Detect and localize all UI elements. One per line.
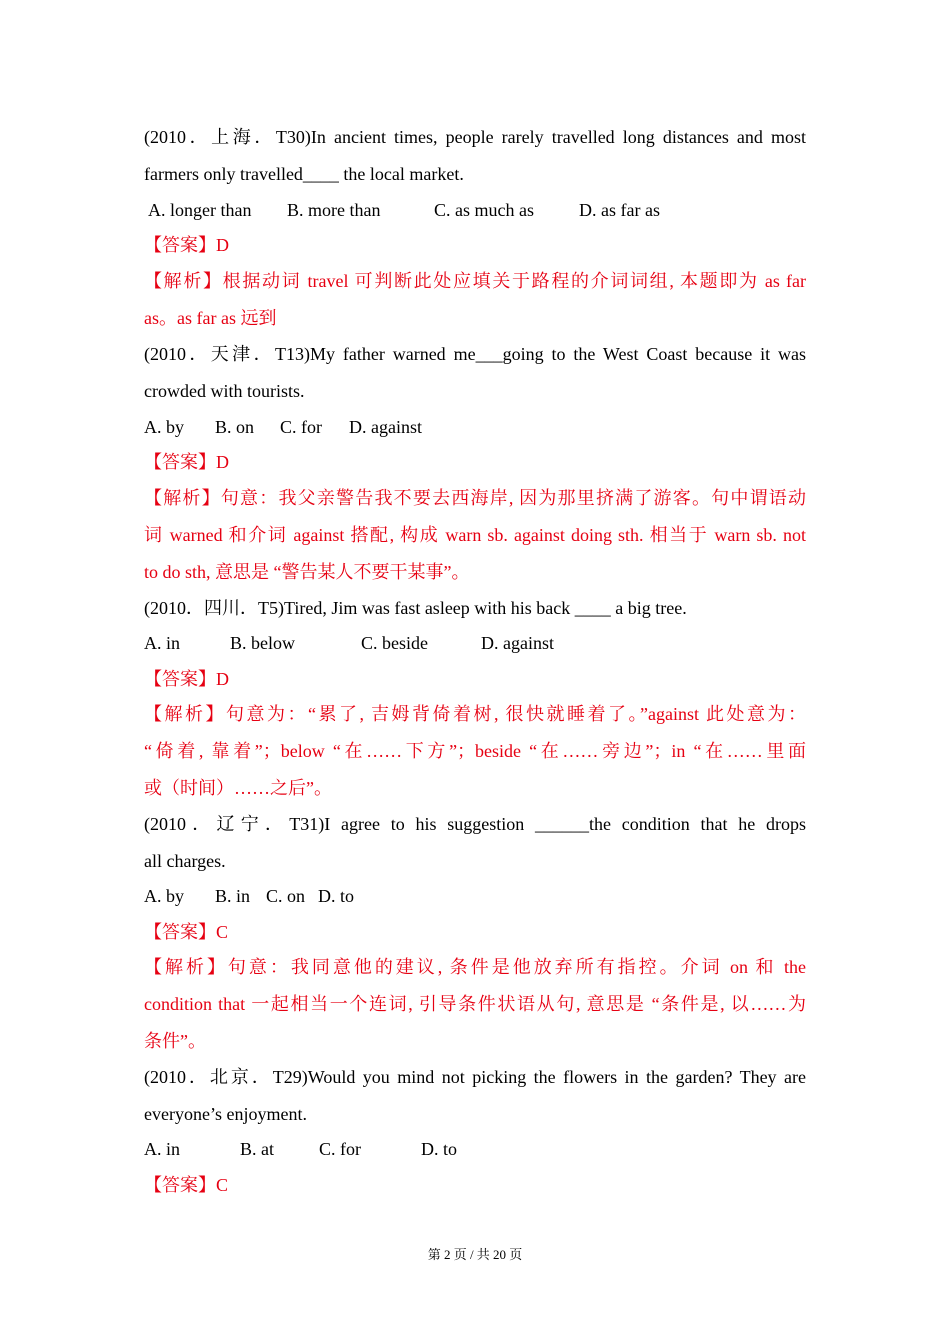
q5-option-a: A. in <box>144 1139 180 1159</box>
q5-option-b: B. at <box>240 1139 274 1159</box>
q3-answer: 【答案】D <box>144 669 229 689</box>
q2-answer: 【答案】D <box>144 452 229 472</box>
q4-stem-line1: (2010．辽宁．T31)I agree to his suggestion ______the condition that he drops <box>144 814 806 834</box>
q4-stem-line2: all charges. <box>144 851 226 871</box>
q5-stem-line2: everyone’s enjoyment. <box>144 1104 307 1124</box>
q4-option-d: D. to <box>318 886 354 906</box>
q3-option-d: D. against <box>481 633 554 653</box>
q2-option-a: A. by <box>144 417 184 437</box>
q5-stem-line1: (2010．北京．T29)Would you mind not picking the flowers in the garden? They are <box>144 1067 806 1087</box>
q3-analysis-line3: 或（时间）……之后”。 <box>144 778 332 798</box>
q2-analysis-line2: 词 warned 和介词 against 搭配, 构成 warn sb. against doing sth. 相当于 warn sb. not <box>144 525 806 545</box>
q4-options <box>144 884 806 908</box>
q1-option-c: C. as much as <box>434 200 534 220</box>
page-footer: 第 2 页 / 共 20 页 <box>427 1247 523 1262</box>
q1-option-d: D. as far as <box>579 200 660 220</box>
q1-answer: 【答案】D <box>144 235 229 255</box>
q1-stem-line1: (2010．上海．T30)In ancient times, people rarely travelled long distances and most <box>144 127 806 147</box>
q4-option-b: B. in <box>215 886 251 906</box>
q4-answer: 【答案】C <box>144 922 229 942</box>
q2-option-c: C. for <box>280 417 322 437</box>
q3-stem-line1: (2010．四川．T5)Tired, Jim was fast asleep with his back ____ a big tree. <box>144 598 687 618</box>
q4-analysis-line3: 条件”。 <box>144 1031 206 1051</box>
q4-option-c: C. on <box>266 886 306 906</box>
q3-options <box>144 631 806 655</box>
q3-option-c: C. beside <box>361 633 428 653</box>
q1-analysis-line1: 【解析】根据动词 travel 可判断此处应填关于路程的介词词组, 本题即为 as far <box>144 271 806 291</box>
q3-analysis-line1: 【解析】句意为：“累了, 吉姆背倚着树, 很快就睡着了。”against 此处意为： <box>144 704 806 724</box>
q2-stem-line2: crowded with tourists. <box>144 381 305 401</box>
q3-option-a: A. in <box>144 633 180 653</box>
q4-analysis-line2: condition that 一起相当一个连词, 引导条件状语从句, 意思是 “条件是, 以……为 <box>144 994 806 1014</box>
q4-option-a: A. by <box>144 886 184 906</box>
q1-stem-line2: farmers only travelled____ the local market. <box>144 164 464 184</box>
q2-option-d: D. against <box>349 417 422 437</box>
q2-analysis-line3: to do sth, 意思是 “警告某人不要干某事”。 <box>144 562 470 582</box>
q5-option-d: D. to <box>421 1139 457 1159</box>
q2-options <box>144 415 806 439</box>
q1-option-a: A. longer than <box>148 200 252 220</box>
q1-options <box>144 198 806 222</box>
q3-option-b: B. below <box>230 633 295 653</box>
q1-option-b: B. more than <box>287 200 381 220</box>
q1-analysis-line2: as。as far as 远到 <box>144 308 277 328</box>
q5-options <box>144 1137 806 1161</box>
q3-analysis-line2: “倚着, 靠着”；below “在……下方”；beside “在……旁边”；in “在……里面 <box>144 741 806 761</box>
q2-stem-line1: (2010．天津．T13)My father warned me___going to the West Coast because it was <box>144 344 806 364</box>
q2-option-b: B. on <box>215 417 255 437</box>
q5-answer: 【答案】C <box>144 1175 229 1195</box>
q2-analysis-line1: 【解析】句意：我父亲警告我不要去西海岸, 因为那里挤满了游客。句中谓语动 <box>144 488 806 508</box>
q4-analysis-line1: 【解析】句意：我同意他的建议, 条件是他放弃所有指控。介词 on 和 the <box>144 957 806 977</box>
q5-option-c: C. for <box>319 1139 361 1159</box>
